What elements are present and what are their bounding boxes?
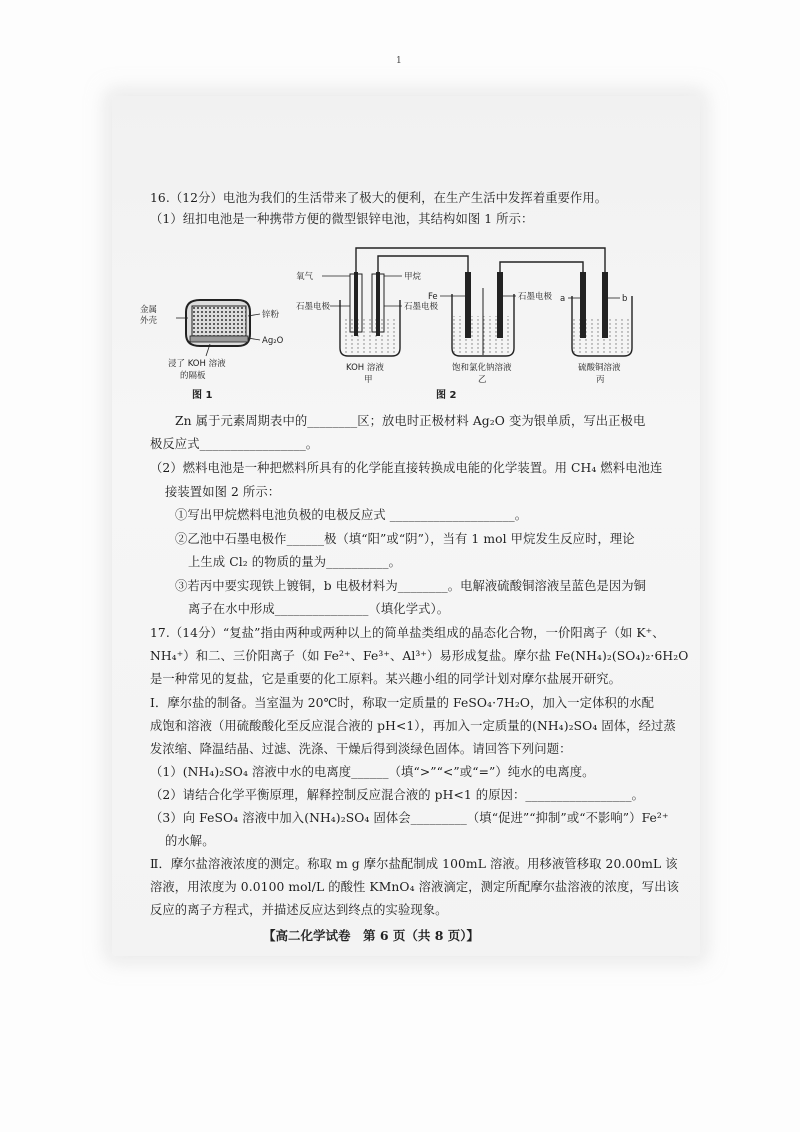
label-oxygen: 氧气 <box>296 272 314 282</box>
label-separator-1: 浸了 KOH 溶液 <box>168 359 226 369</box>
label-metal-shell-2: 外壳 <box>140 316 158 326</box>
label-graphite-left: 石墨电极 <box>296 302 331 312</box>
q17-line3: 是一种常见的复盐，它是重要的化工原料。某兴趣小组的同学计划对摩尔盐展开研究。 <box>150 672 622 686</box>
label-fe: Fe <box>428 292 438 302</box>
q17-sec2-line2: 溶液，用浓度为 0.0100 mol/L 的酸性 KMnO₄ 溶液滴定，测定所配摩尔盐溶液的浓度，写出该 <box>150 880 679 894</box>
label-graphite-yi: 石墨电极 <box>518 292 553 302</box>
q16-part1: （1）纽扣电池是一种携带方便的微型银锌电池，其结构如图 1 所示： <box>150 212 534 226</box>
q16-part2-line1: （2）燃料电池是一种把燃料所具有的化学能直接转换成电能的化学装置。用 CH₄ 燃料电池连 <box>150 461 663 475</box>
q17-q1: （1）(NH₄)₂SO₄ 溶液中水的电离度______（填“>”“<”或“=”）纯水的电离度。 <box>150 765 595 779</box>
q16-part2-line2: 接装置如图 2 所示： <box>165 485 281 499</box>
q17-sec1-line1: Ⅰ．摩尔盐的制备。当室温为 20℃时，称取一定质量的 FeSO₄·7H₂O，加入一定体积的水配 <box>150 696 655 710</box>
q17-q2: （2）请结合化学平衡原理，解释控制反应混合液的 pH<1 的原因：_________________。 <box>150 788 645 802</box>
page-footer: 【高二化学试卷 第 6 页（共 8 页）】 <box>263 928 480 943</box>
label-separator-2: 的隔板 <box>180 371 206 381</box>
q17-sec1-line2: 成饱和溶液（用硫酸酸化至反应混合液的 pH<1），再加入一定质量的(NH₄)₂SO₄ 固体，经过蒸 <box>150 719 676 733</box>
q17-q3-line1: （3）向 FeSO₄ 溶液中加入(NH₄)₂SO₄ 固体会_________（填“促进”“抑制”或“不影响”）Fe²⁺ <box>150 811 669 825</box>
label-zinc-powder: 锌粉 <box>262 310 280 320</box>
battery-figure <box>140 238 660 410</box>
fig1-caption: 图 1 <box>192 390 213 401</box>
button-cell-diagram <box>140 300 284 401</box>
label-b: b <box>622 294 628 304</box>
fig2-caption: 图 2 <box>436 390 457 401</box>
q17-line2: NH₄⁺）和二、三价阳离子（如 Fe²⁺、Fe³⁺、Al³⁺）易形成复盐。摩尔盐 Fe(NH₄)₂(SO₄)₂·6H₂O <box>150 649 689 663</box>
q16-zn-line1: Zn 属于元素周期表中的________区；放电时正极材料 Ag₂O 变为银单质，写出正极电 <box>175 414 646 428</box>
label-jia: 甲 <box>364 375 373 385</box>
q16-sub2-line2: 上生成 Cl₂ 的物质的量为__________。 <box>188 555 402 569</box>
q16-sub1: ①写出甲烷燃料电池负极的电极反应式 ____________________。 <box>175 508 528 522</box>
label-jia-solution: KOH 溶液 <box>346 363 384 373</box>
page-number: 1 <box>396 56 402 66</box>
label-yi: 乙 <box>478 375 487 385</box>
label-graphite-right: 石墨电极 <box>404 302 439 312</box>
q17-line1: 17.（14分）“复盐”指由两种或两种以上的简单盐类组成的晶态化合物，一价阳离子（如 K⁺、 <box>150 626 665 640</box>
label-methane: 甲烷 <box>404 272 422 282</box>
label-bing-solution: 硫酸铜溶液 <box>578 363 621 373</box>
q16-sub2-line1: ②乙池中石墨电极作______极（填“阳”或“阴”），当有 1 mol 甲烷发生反应时，理论 <box>175 532 635 546</box>
q17-sec2-line3: 反应的离子方程式，并描述反应达到终点的实验现象。 <box>150 903 448 917</box>
q16-sub3-line1: ③若丙中要实现铁上镀铜，b 电极材料为________。电解液硫酸铜溶液呈蓝色是因为铜 <box>175 579 647 593</box>
q16-header: 16.（12分）电池为我们的生活带来了极大的便利，在生产生活中发挥着重要作用。 <box>150 191 608 205</box>
label-a: a <box>560 294 566 304</box>
label-bing: 丙 <box>596 375 605 385</box>
label-ag2o: Ag₂O <box>262 336 284 346</box>
q17-sec2-line1: Ⅱ．摩尔盐溶液浓度的测定。称取 m g 摩尔盐配制成 100mL 溶液。用移液管移取 20.00mL 该 <box>150 857 678 871</box>
q17-sec1-line3: 发浓缩、降温结晶、过滤、洗涤、干燥后得到淡绿色固体。请回答下列问题： <box>150 742 572 756</box>
electrolysis-diagram <box>296 248 632 401</box>
q16-sub3-line2: 离子在水中形成_______________（填化学式）。 <box>188 602 450 616</box>
q17-q3-line2: 的水解。 <box>165 834 215 848</box>
q16-zn-line2: 极反应式_________________。 <box>150 437 319 451</box>
label-metal-shell-1: 金属 <box>140 305 158 315</box>
label-yi-solution: 饱和氯化钠溶液 <box>452 363 512 373</box>
